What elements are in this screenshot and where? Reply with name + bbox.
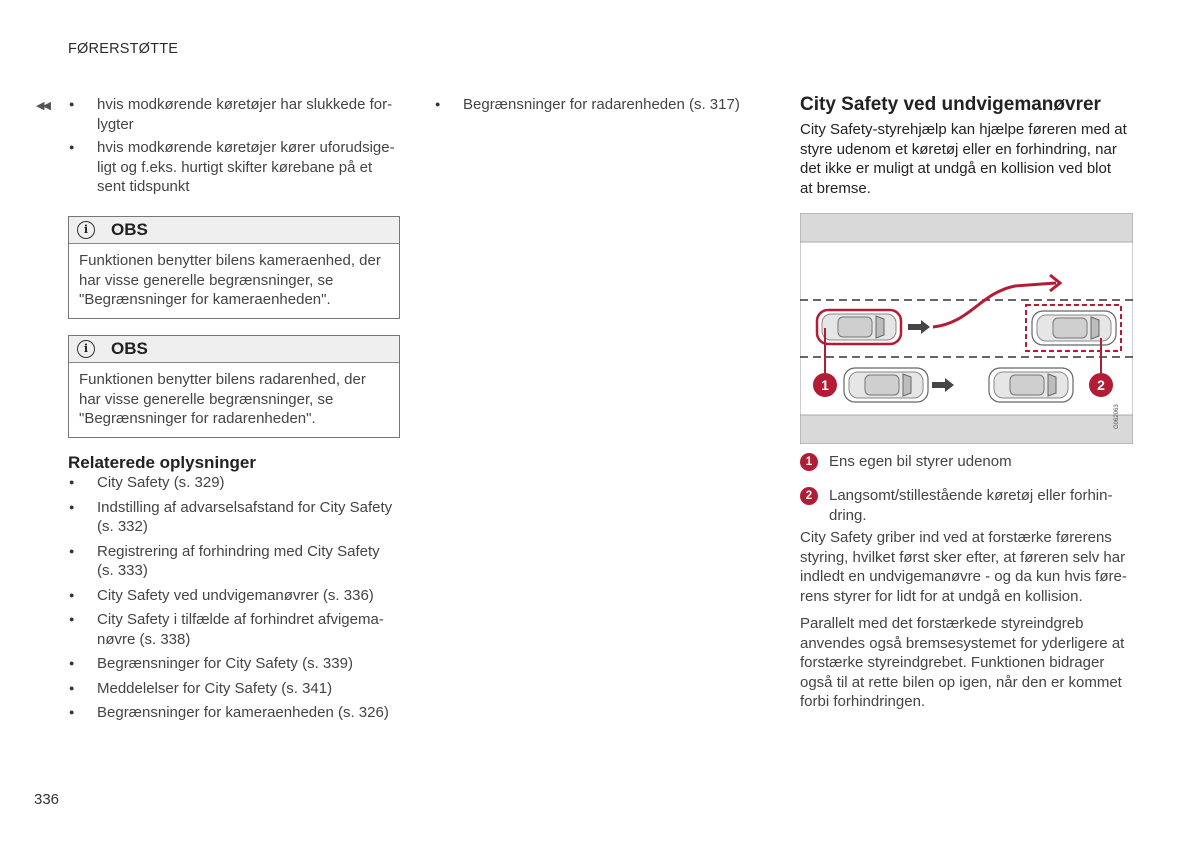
section-title: City Safety ved undvigemanøvrer (800, 94, 1101, 115)
continuation-arrows-icon: ◀◀ (36, 100, 49, 112)
left-bullet-list (68, 95, 403, 202)
bullet-text: hvis modkørende køretøjer kører uforudsige- ligt og f.eks. hurtigt skifter kørebane på et sent tidspunkt (97, 139, 395, 195)
related-link-text[interactable]: City Safety ved undvigemanøvrer (s. 336) (97, 586, 374, 604)
list-item (68, 95, 403, 134)
middle-bullet-list (434, 95, 764, 120)
callout-text: Langsomt/stillestående køretøj eller forhin- dring. (829, 487, 1113, 524)
obs-title: OBS (111, 220, 148, 240)
related-link-text[interactable]: Begrænsninger for kameraenheden (s. 326) (97, 704, 389, 721)
related-link-text[interactable]: Registrering af forhindring med City Safety (s. 333) (97, 542, 380, 579)
related-link[interactable] (68, 654, 403, 674)
related-link[interactable] (68, 610, 403, 649)
related-link-text[interactable]: Indstilling af advarselsafstand for City Safety (s. 332) (97, 498, 393, 535)
related-link-text[interactable]: Meddelelser for City Safety (s. 341) (97, 679, 333, 697)
own-car-icon (817, 310, 901, 344)
callout-2 (800, 486, 1169, 525)
obs-box-camera (68, 216, 400, 319)
related-link[interactable] (68, 679, 403, 699)
callout-text: Ens egen bil styrer udenom (829, 453, 1012, 470)
car-icon (844, 368, 928, 402)
callout-number-badge: 2 (800, 487, 818, 505)
page-number: 336 (34, 791, 60, 808)
related-link-text[interactable]: City Safety i tilfælde af forhindret afvigema- nøvre (s. 338) (97, 611, 384, 648)
obs-header (69, 217, 399, 244)
related-link-text[interactable]: City Safety (s. 329) (97, 474, 225, 491)
related-link[interactable] (68, 703, 403, 723)
obs-text: Funktionen benytter bilens kameraenhed, der har visse generelle begrænsninger, se "Begrænsninger for kameraenheden". (79, 252, 381, 308)
related-link-text[interactable]: Begrænsninger for City Safety (s. 339) (97, 655, 353, 672)
car-icon (989, 368, 1073, 402)
obs-box-radar (68, 335, 400, 438)
evasive-maneuver-illustration (800, 213, 1133, 444)
list-item (68, 138, 403, 197)
obs-header (69, 336, 399, 363)
related-link-text[interactable]: Begrænsninger for radarenheden (s. 317) (463, 96, 740, 113)
marker-2-label: 2 (1097, 377, 1105, 393)
obs-title: OBS (111, 339, 148, 359)
related-info-heading: Relaterede oplysninger (68, 453, 257, 472)
body-paragraph-2: Parallelt med det forstærkede styreindgreb anvendes også bremsesystemet for yderligere at forstærke styreindgrebet. Funktionen bidrager også til at rette bilen op igen, når den er kommet forbi forhindringen. (800, 615, 1125, 710)
bullet-text: hvis modkørende køretøjer har slukkede for- lygter (97, 96, 393, 133)
marker-1-label: 1 (821, 377, 829, 393)
obs-text: Funktionen benytter bilens radarenhed, der har visse generelle begrænsninger, se "Begrænsninger for radarenheden". (79, 371, 366, 427)
body-paragraph-1: City Safety griber ind ved at forstærke førerens styring, hvilket først sker efter, at føreren selv har indledt en undvigemanøvre - og da kun hvis føre- rens styrer for lidt for at undgå en kollision. (800, 529, 1127, 605)
related-link[interactable] (434, 95, 764, 115)
related-links-list (68, 473, 403, 728)
related-link[interactable] (68, 498, 403, 537)
related-link[interactable] (68, 473, 403, 493)
obstacle-car-icon (1032, 311, 1116, 345)
info-icon: i (77, 340, 95, 358)
related-link[interactable] (68, 542, 403, 581)
callout-1 (800, 452, 1169, 472)
info-icon: i (77, 221, 95, 239)
callout-number-badge: 1 (800, 453, 818, 471)
figure-code: G062063 (1114, 404, 1120, 429)
related-link[interactable] (68, 586, 403, 606)
intro-text: City Safety-styrehjælp kan hjælpe føreren med at styre udenom et køretøj eller en forhindring, nar det ikke er muligt at undgå en kollision ved blot at bremse. (800, 121, 1127, 197)
section-header: FØRERSTØTTE (68, 41, 179, 57)
